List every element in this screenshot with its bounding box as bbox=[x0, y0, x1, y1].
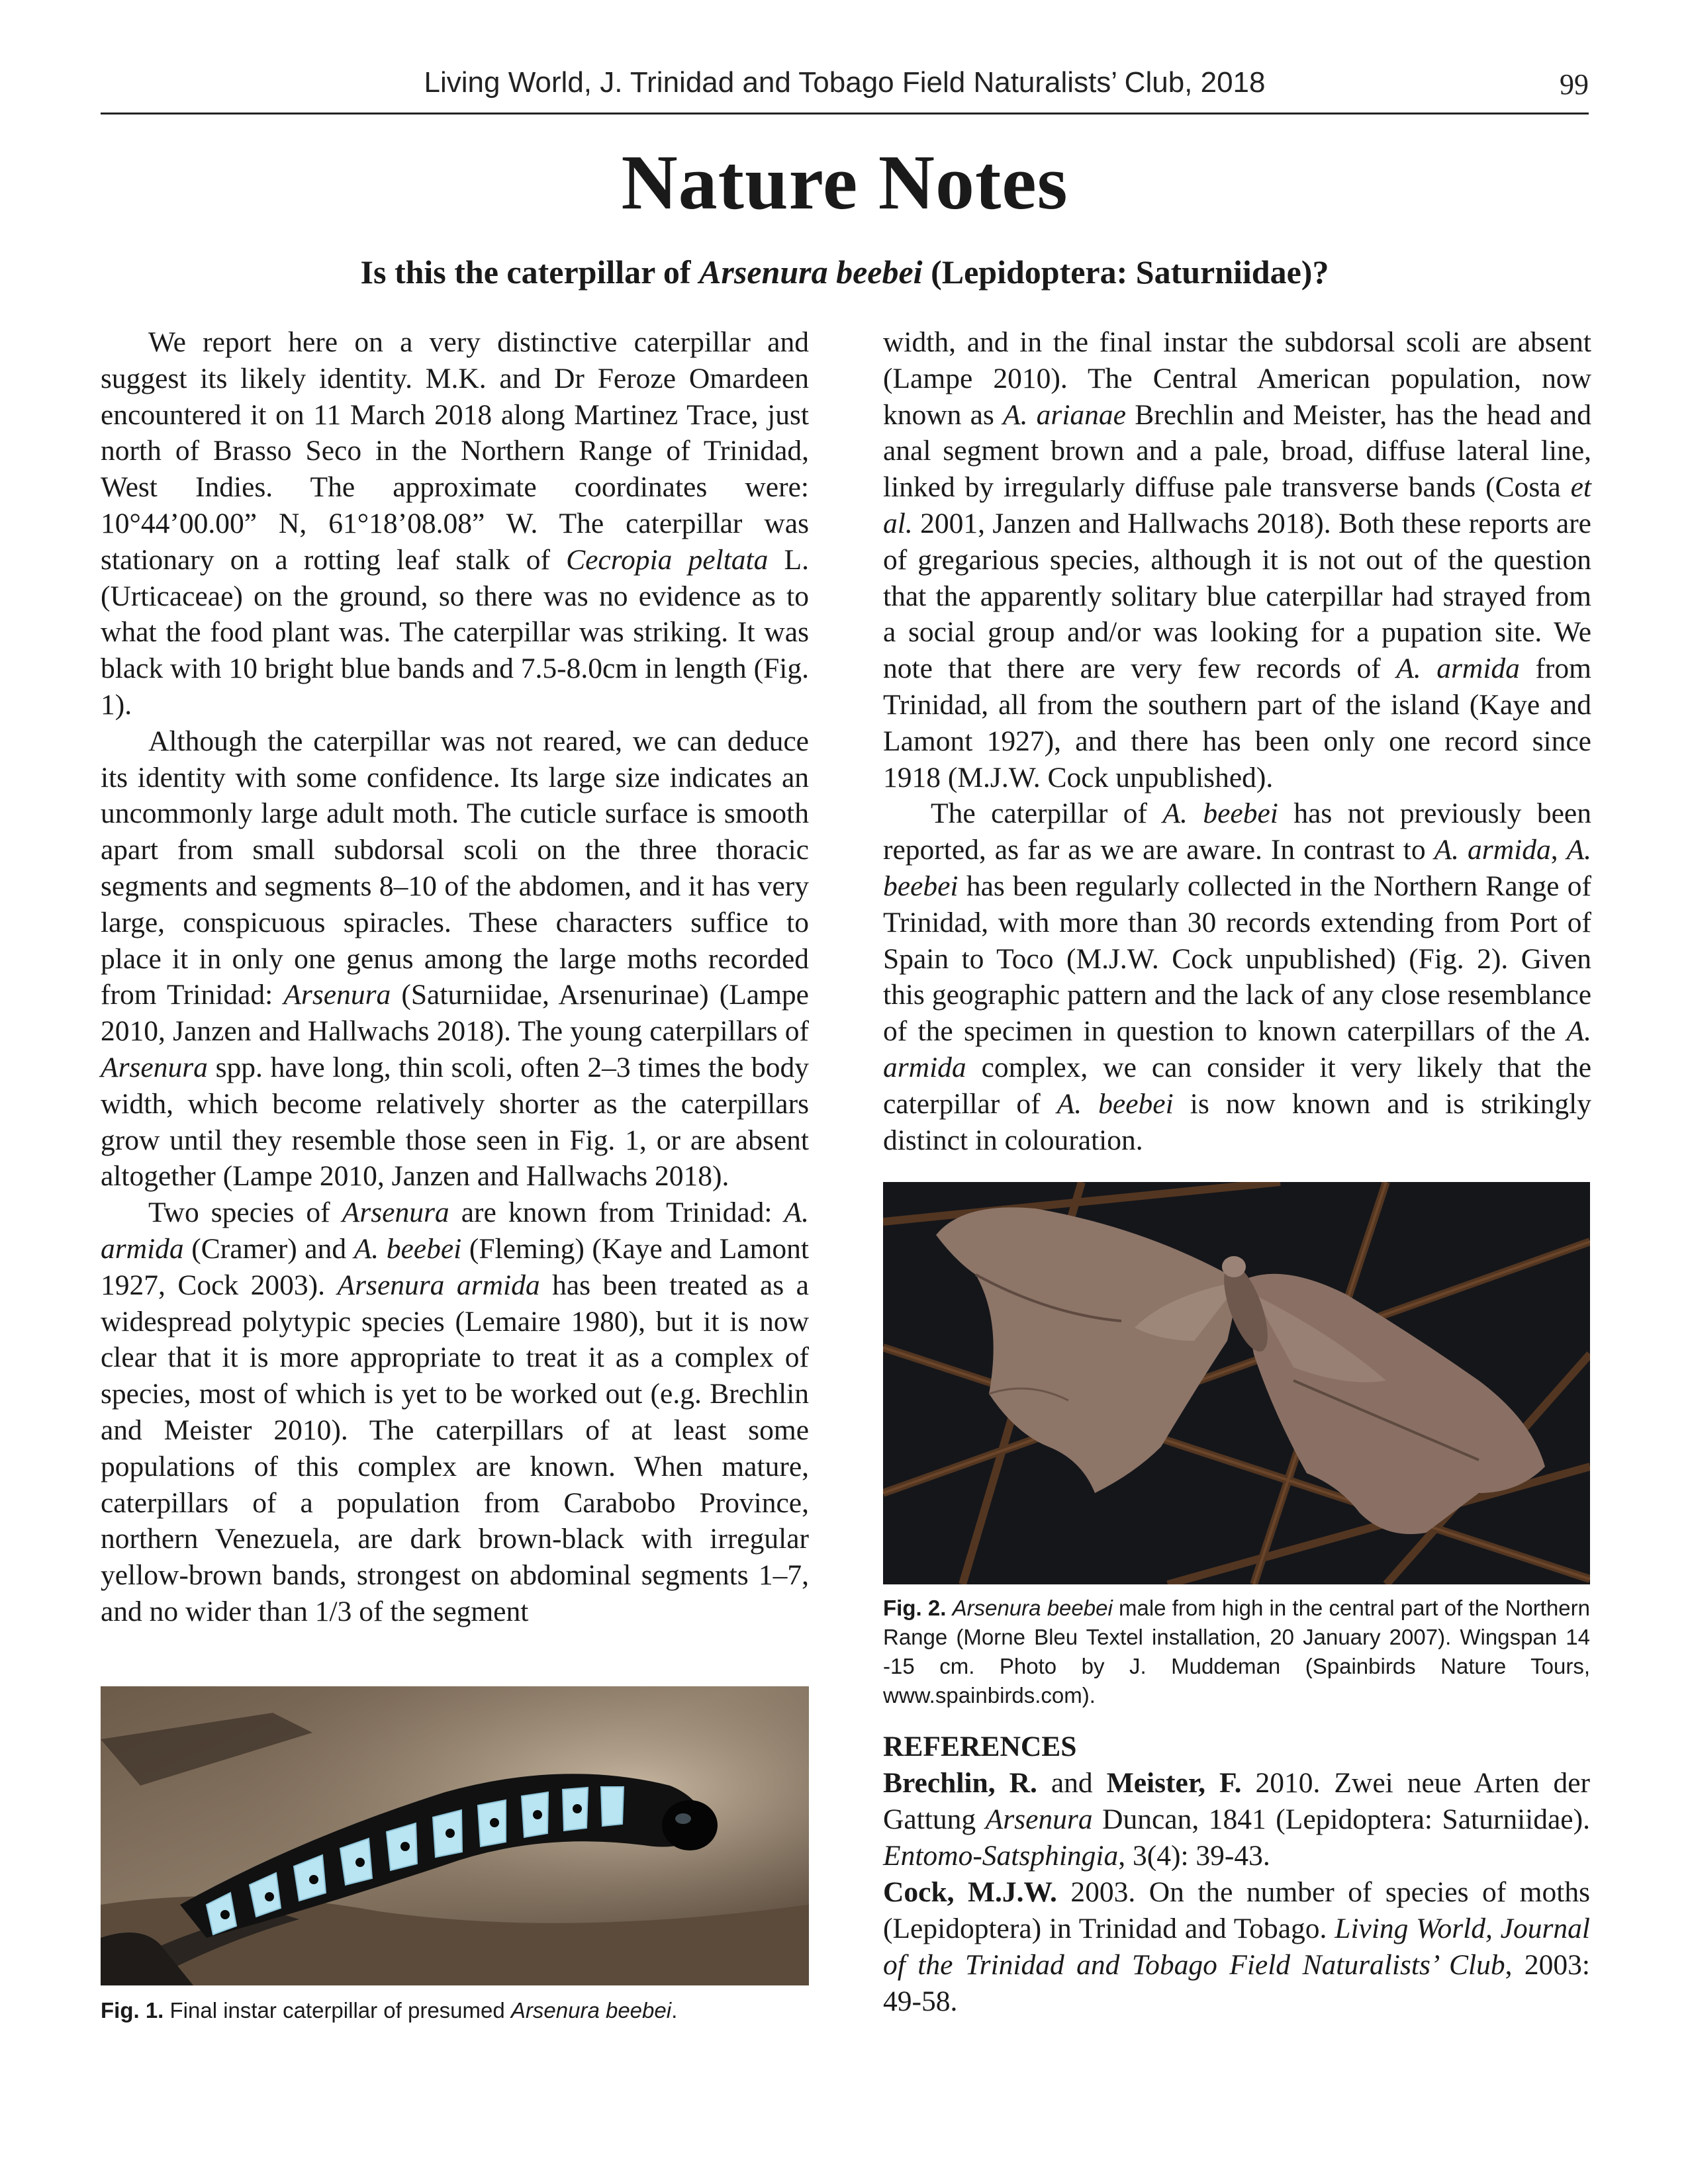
moth-photo bbox=[883, 1182, 1590, 1584]
text-run: L. (Urticaceae) on the ground, so there was no evidence as to what the food plant was. The caterpillar was striking. It was black with 10 bright blue bands and 7.5-8.0cm in length (Fig. 1). bbox=[101, 543, 809, 721]
text-run: and bbox=[1037, 1767, 1107, 1799]
italic-run: A. beebei bbox=[1056, 1087, 1174, 1120]
article-title-species: Arsenura beebei bbox=[699, 253, 923, 291]
bold-run: Fig. 2. bbox=[883, 1596, 947, 1620]
paragraph bbox=[883, 796, 1591, 1158]
caterpillar-photo bbox=[101, 1686, 809, 1985]
reference-entry bbox=[883, 1874, 1590, 2020]
italic-run: Cecropia peltata bbox=[566, 543, 769, 576]
text-run: , 2003: 49-58. bbox=[883, 1949, 1590, 2017]
text-run: , bbox=[1550, 834, 1567, 866]
page-number: 99 bbox=[1560, 68, 1589, 101]
text-run: (Saturniidae, Arsenurinae) (Lampe 2010, Janzen and Hallwachs 2018). The young caterpillars of bbox=[101, 979, 809, 1048]
italic-run: A. beebei bbox=[1162, 797, 1278, 830]
italic-run: A. beebei bbox=[883, 834, 1592, 902]
italic-run: Arsenura bbox=[985, 1803, 1093, 1835]
text-run: from Trinidad, all from the southern part of the island (Kaye and Lamont 1927), and there has been only one record since 1918 (M.J.W. Cock unpublished). bbox=[883, 653, 1592, 794]
text-run: Duncan, 1841 (Lepidoptera: Saturniidae). bbox=[1092, 1803, 1590, 1835]
text-run: Two species of bbox=[148, 1197, 342, 1229]
paragraph bbox=[101, 324, 809, 723]
left-column bbox=[101, 324, 809, 1630]
italic-run: A. armida bbox=[1434, 834, 1551, 866]
italic-run: Arsenura bbox=[101, 1051, 208, 1083]
text-run: has been treated as a widespread polytypic species (Lemaire 1980), but it is now clear that it is more appropriate to treat it as a complex of species, most of which is yet to be worked out (e.g. Brechlin and Meister 2010). The caterpillars of at least some populations of this complex are known. When mature, caterpillars of a population from Carabobo Province, northern Venezuela, are dark brown-black with irregular yellow-brown bands, strongest on abdominal segments 1–7, and no wider than 1/3 of the segment bbox=[101, 1269, 809, 1627]
text-run: width, and in the final instar the subdorsal scoli are absent (Lampe 2010). The Central American population, now known as bbox=[883, 326, 1591, 431]
figure-1-caption bbox=[101, 1996, 809, 2025]
figure-1-caterpillar-photo bbox=[101, 1686, 809, 1985]
section-title: Nature Notes bbox=[621, 139, 1068, 226]
bold-run: Cock, M.J.W. bbox=[883, 1876, 1057, 1908]
text-run: has been regularly collected in the Northern Range of Trinidad, with more than 30 records extending from Port of Spain to Toco (M.J.W. Cock unpublished) (Fig. 2). Given this geographic pattern and the lack of any close resemblance of the specimen in question to known caterpillars of the bbox=[883, 870, 1591, 1048]
text-run: . bbox=[671, 1998, 678, 2023]
italic-run: Living World, Journal of the Trinidad and Tobago Field Naturalists’ Club bbox=[883, 1913, 1591, 1981]
italic-run: A. arianae bbox=[1003, 398, 1126, 431]
reference-entry bbox=[883, 1765, 1590, 1874]
paragraph bbox=[883, 324, 1591, 796]
italic-run: et al. bbox=[883, 471, 1591, 539]
text-run: 2003. On the number of species of moths (Lepidoptera) in Trinidad and Tobago. bbox=[883, 1876, 1591, 1944]
figure-2-moth-photo bbox=[883, 1182, 1590, 1584]
text-run: has not previously been reported, as far as we are aware. In contrast to bbox=[883, 797, 1591, 866]
bold-run: Meister, F. bbox=[1106, 1767, 1242, 1799]
italic-run: Arsenura armida bbox=[337, 1269, 540, 1301]
italic-run: Arsenura bbox=[283, 979, 391, 1011]
italic-run: A. armida bbox=[883, 1015, 1591, 1083]
italic-run: Arsenura bbox=[342, 1197, 449, 1229]
italic-run: Arsenura beebei bbox=[510, 1998, 672, 2023]
text-run: , 3(4): 39-43. bbox=[1118, 1840, 1270, 1872]
italic-run: A. armida bbox=[1396, 653, 1520, 685]
text-run: male from high in the central part of the Northern Range (Morne Bleu Textel installation, 20 January 2007). Wingspan 14 -15 cm. Photo by J. Muddeman (Spainbirds Nature Tours, www.spainbirds.com). bbox=[883, 1596, 1590, 1707]
text-run: are known from Trinidad: bbox=[449, 1197, 784, 1229]
text-run: The caterpillar of bbox=[931, 797, 1163, 830]
italic-run: Entomo-Satsphingia bbox=[883, 1840, 1119, 1872]
text-run: 2010. Zwei neue Arten der Gattung bbox=[883, 1767, 1590, 1835]
article-title-start: Is this the caterpillar of bbox=[360, 253, 700, 291]
text-run: Brechlin and Meister, has the head and anal segment brown and a pale, broad, diffuse lateral line, linked by irregularly diffuse pale transverse bands (Costa bbox=[883, 398, 1591, 504]
italic-run: A. beebei bbox=[353, 1232, 462, 1265]
text-run: is now known and is strikingly distinct in colouration. bbox=[883, 1087, 1592, 1156]
bold-run: Brechlin, R. bbox=[883, 1767, 1037, 1799]
article-title-end: (Lepidoptera: Saturniidae)? bbox=[922, 253, 1329, 291]
text-run: 2001, Janzen and Hallwachs 2018). Both these reports are of gregarious species, although it is not out of the question that the apparently solitary blue caterpillar had strayed from a social group and/or was looking for a pupation site. We note that there are very few records of bbox=[883, 507, 1591, 685]
references-heading: REFERENCES bbox=[883, 1731, 1077, 1762]
text-run: complex, we can consider it very likely that the caterpillar of bbox=[883, 1051, 1591, 1120]
italic-run: Arsenura beebei bbox=[952, 1596, 1113, 1620]
text-run: (Fleming) (Kaye and Lamont 1927, Cock 2003). bbox=[101, 1232, 809, 1301]
figure-2-caption bbox=[883, 1594, 1590, 1710]
right-column bbox=[883, 324, 1591, 1158]
running-header bbox=[101, 64, 1589, 114]
paragraph bbox=[101, 723, 809, 1195]
journal-title: Living World, J. Trinidad and Tobago Field Naturalists’ Club, 2018 bbox=[424, 66, 1266, 99]
article-title bbox=[101, 253, 1589, 291]
references-section bbox=[883, 1729, 1590, 2020]
text-run: spp. have long, thin scoli, often 2–3 times the body width, which become relatively shorter as the caterpillars grow until they resemble those seen in Fig. 1, or are absent altogether (Lampe 2010, Janzen and Hallwachs 2018). bbox=[101, 1051, 809, 1193]
bold-run: Fig. 1. bbox=[101, 1998, 164, 2023]
text-run: Final instar caterpillar of presumed bbox=[164, 1998, 511, 2023]
text-run bbox=[946, 1596, 952, 1620]
text-run: We report here on a very distinctive caterpillar and suggest its likely identity. M.K. and Dr Feroze Omardeen encountered it on 11 March 2018 along Martinez Trace, just north of Brasso Seco in the Northern Range of Trinidad, West Indies. The approximate coordinates were: 10°44’00.00” N, 61°18’08.08” W. The caterpillar was stationary on a rotting leaf stalk of bbox=[101, 326, 809, 576]
italic-run: A. armida bbox=[101, 1197, 809, 1265]
text-run: Although the caterpillar was not reared, we can deduce its identity with some confidence. Its large size indicates an uncommonly large adult moth. The cuticle surface is smooth apart from small subdorsal scoli on the three thoracic segments and segments 8–10 of the abdomen, and it has very large, conspicuous spiracles. These characters suffice to place it in only one genus among the large moths recorded from Trinidad: bbox=[101, 725, 809, 1011]
text-run: (Cramer) and bbox=[183, 1232, 354, 1265]
paragraph bbox=[101, 1195, 809, 1630]
